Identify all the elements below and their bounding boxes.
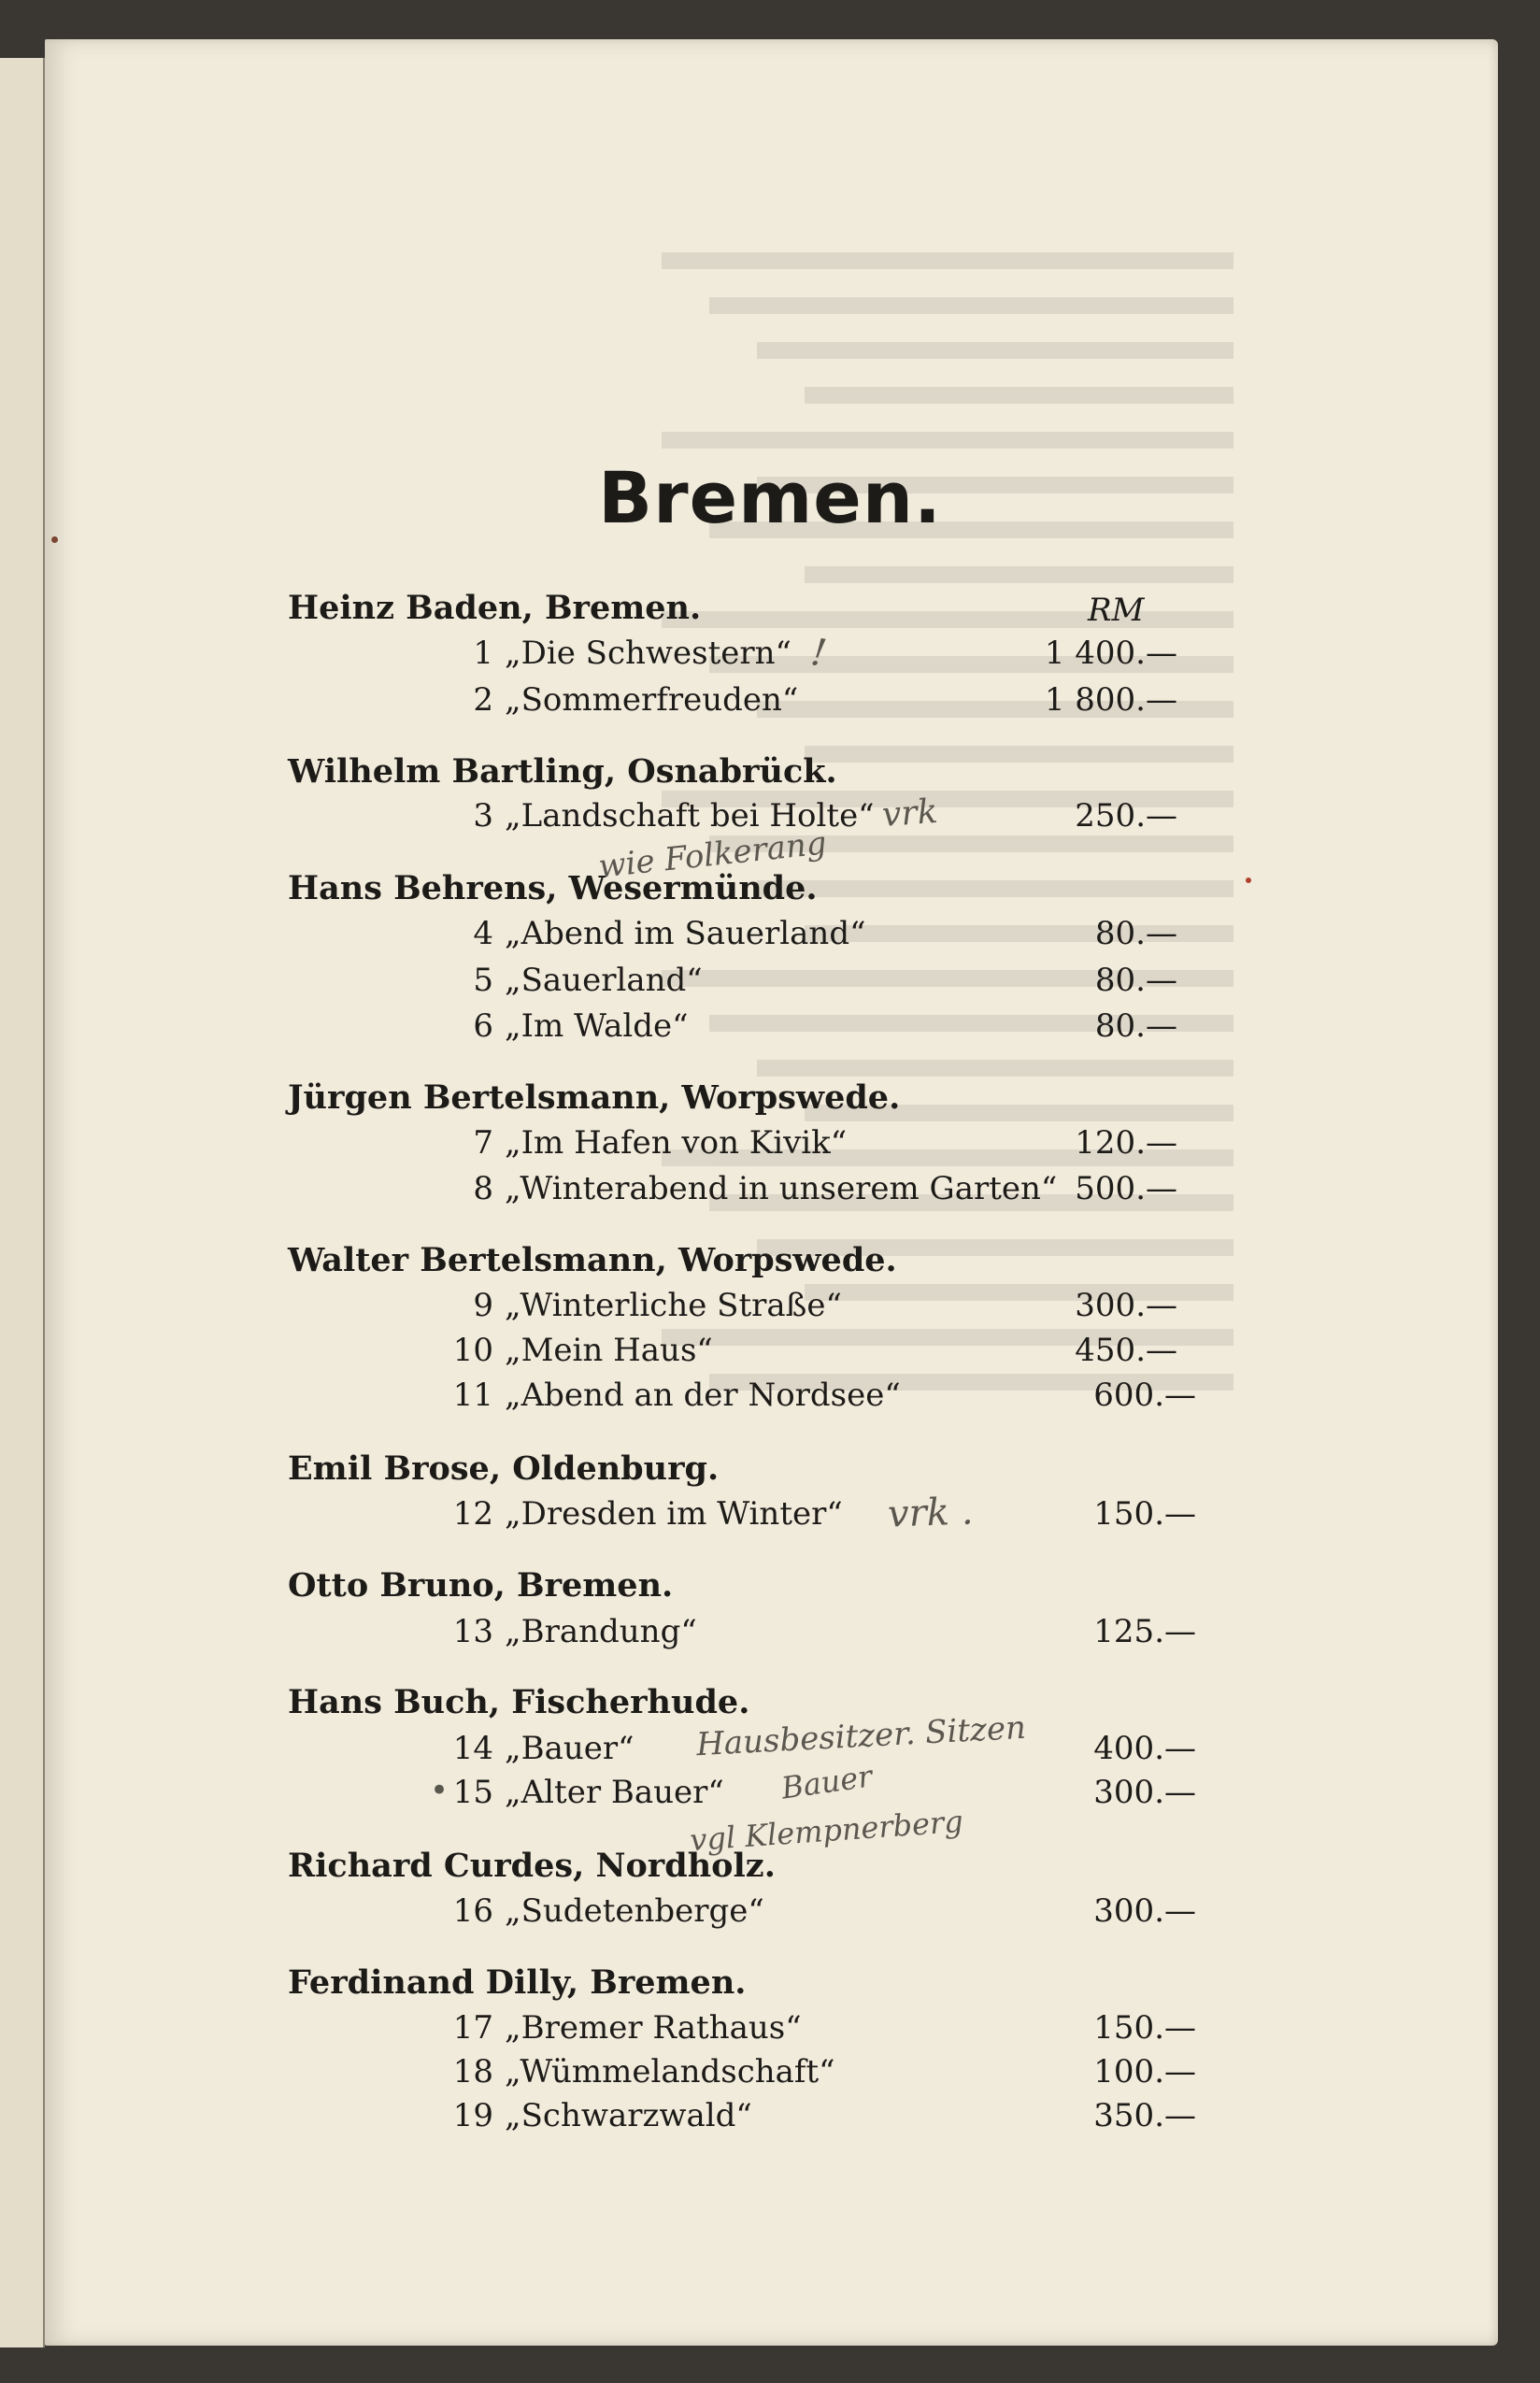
work-number: 2: [473, 681, 493, 719]
work-title: „Im Walde“: [505, 1007, 689, 1045]
work-number: 17: [452, 2009, 493, 2047]
work-price: 120.—: [1075, 1124, 1177, 1162]
work-price: 400.—: [1093, 1730, 1196, 1767]
work-price: 80.—: [1094, 1007, 1177, 1045]
work-title: „Winterabend in unserem Garten“: [505, 1170, 1058, 1207]
work-number: 5: [473, 962, 493, 999]
artist-name: Emil Brose, Oldenburg.: [288, 1449, 720, 1488]
work-title: „Abend an der Nordsee“: [505, 1377, 901, 1414]
work-price: 300.—: [1075, 1287, 1177, 1324]
handwritten-note: vgl Klempnerberg: [689, 1803, 964, 1859]
artist-name: Wilhelm Bartling, Osnabrück.: [288, 752, 837, 791]
work-title: „Abend im Sauerland“: [505, 915, 866, 952]
handwritten-note: Bauer: [778, 1758, 875, 1806]
work-price: 150.—: [1093, 2009, 1196, 2047]
work-price: 1 400.—: [1044, 635, 1177, 672]
artist-name: Hans Behrens, Wesermünde.: [288, 869, 818, 907]
facing-page-edge: [0, 58, 45, 2347]
handwritten-note: vrk .: [887, 1490, 975, 1536]
page-title: Bremen.: [598, 456, 942, 539]
work-number: 9: [473, 1287, 493, 1324]
work-number: 14: [452, 1730, 493, 1767]
work-number: 10: [452, 1332, 493, 1369]
work-price: 100.—: [1093, 2053, 1196, 2090]
work-price: 500.—: [1075, 1170, 1177, 1207]
work-number: 16: [452, 1892, 493, 1930]
work-title: „Die Schwestern“: [505, 635, 791, 672]
handwritten-note: wie Folkerang: [596, 824, 829, 886]
work-price: 300.—: [1093, 1892, 1196, 1930]
work-number: 19: [452, 2097, 493, 2134]
work-number: 12: [452, 1495, 493, 1533]
currency-label: RM: [1088, 592, 1145, 629]
work-title: „Sommerfreuden“: [505, 681, 799, 719]
artist-name: Walter Bertelsmann, Worpswede.: [288, 1241, 897, 1279]
work-number: 8: [473, 1170, 493, 1207]
artist-name: Jürgen Bertelsmann, Worpswede.: [288, 1078, 901, 1117]
artist-name: Ferdinand Dilly, Bremen.: [288, 1963, 747, 2002]
handwritten-note: Hausbesitzer. Sitzen: [695, 1708, 1027, 1764]
work-number: 11: [452, 1377, 493, 1414]
work-price: 350.—: [1093, 2097, 1196, 2134]
work-title: „Im Hafen von Kivik“: [505, 1124, 848, 1162]
work-number: 13: [452, 1613, 493, 1650]
work-number: 7: [473, 1124, 493, 1162]
artist-name: Otto Bruno, Bremen.: [288, 1566, 674, 1605]
artist-name: Heinz Baden, Bremen.: [288, 589, 702, 627]
work-title: „Wümmelandschaft“: [505, 2053, 835, 2090]
handwritten-mark: •: [430, 1772, 449, 1809]
work-title: „Bauer“: [505, 1730, 635, 1767]
work-number: 1: [473, 635, 493, 672]
artist-name: Hans Buch, Fischerhude.: [288, 1683, 750, 1721]
work-number: 15: [452, 1774, 493, 1811]
work-title: „Sudetenberge“: [505, 1892, 764, 1930]
work-number: 4: [473, 915, 493, 952]
work-title: „Brandung“: [505, 1613, 697, 1650]
work-title: „Alter Bauer“: [505, 1774, 724, 1811]
work-price: 250.—: [1075, 797, 1177, 835]
work-title: „Mein Haus“: [505, 1332, 713, 1369]
work-price: 300.—: [1093, 1774, 1196, 1811]
work-title: „Winterliche Straße“: [505, 1287, 842, 1324]
work-number: 18: [452, 2053, 493, 2090]
work-title: „Dresden im Winter“: [505, 1495, 843, 1533]
work-price: 600.—: [1093, 1377, 1196, 1414]
work-price: 450.—: [1075, 1332, 1177, 1369]
work-price: 80.—: [1094, 962, 1177, 999]
paper-mark: [1246, 878, 1251, 883]
work-price: 125.—: [1093, 1613, 1196, 1650]
handwritten-note: vrk: [880, 792, 939, 835]
work-price: 150.—: [1093, 1495, 1196, 1533]
work-title: „Landschaft bei Holte“: [505, 797, 875, 835]
work-title: „Schwarzwald“: [505, 2097, 752, 2134]
work-title: „Bremer Rathaus“: [505, 2009, 802, 2047]
work-number: 6: [473, 1007, 493, 1045]
artist-name: Richard Curdes, Nordholz.: [288, 1847, 776, 1885]
work-title: „Sauerland“: [505, 962, 703, 999]
work-price: 1 800.—: [1044, 681, 1177, 719]
work-number: 3: [473, 797, 493, 835]
work-price: 80.—: [1094, 915, 1177, 952]
handwritten-mark: !: [807, 631, 830, 676]
